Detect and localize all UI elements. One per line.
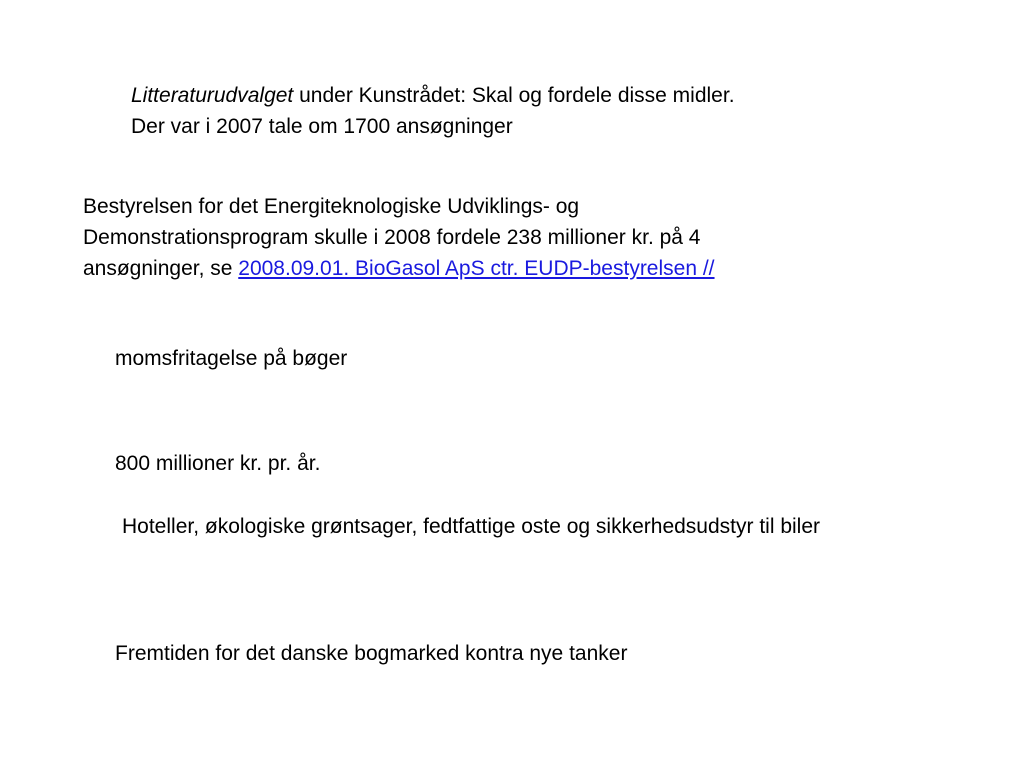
litteraturudvalget-term: Litteraturudvalget: [131, 84, 294, 107]
litteraturudvalget-line-2: Der var i 2007 tale om 1700 ansøgninger: [131, 115, 513, 138]
bestyrelsen-paragraph: [83, 191, 715, 284]
litteraturudvalget-line-1-rest: under Kunstrådet: Skal og fordele disse midler.: [293, 84, 735, 107]
bestyrelsen-line-1: Bestyrelsen for det Energiteknologiske Udviklings- og: [83, 195, 580, 218]
litteraturudvalget-line-1: [131, 80, 735, 111]
litteraturudvalget-paragraph: [131, 80, 735, 142]
bestyrelsen-line-2: Demonstrationsprogram skulle i 2008 fordele 238 millioner kr. på 4: [83, 226, 701, 249]
hoteller-text: Hoteller, økologiske grøntsager, fedtfattige oste og sikkerhedsudstyr til biler: [122, 515, 821, 538]
bestyrelsen-line-3-prefix: ansøgninger, se: [83, 257, 239, 280]
momsfritagelse-text: momsfritagelse på bøger: [115, 347, 348, 370]
fremtiden-text: Fremtiden for det danske bogmarked kontra nye tanker: [115, 642, 628, 665]
bestyrelsen-line-3: [83, 253, 715, 284]
biogasol-link[interactable]: 2008.09.01. BioGasol ApS ctr. EUDP-bestyrelsen //: [238, 257, 715, 280]
millioner-text: 800 millioner kr. pr. år.: [115, 452, 321, 475]
